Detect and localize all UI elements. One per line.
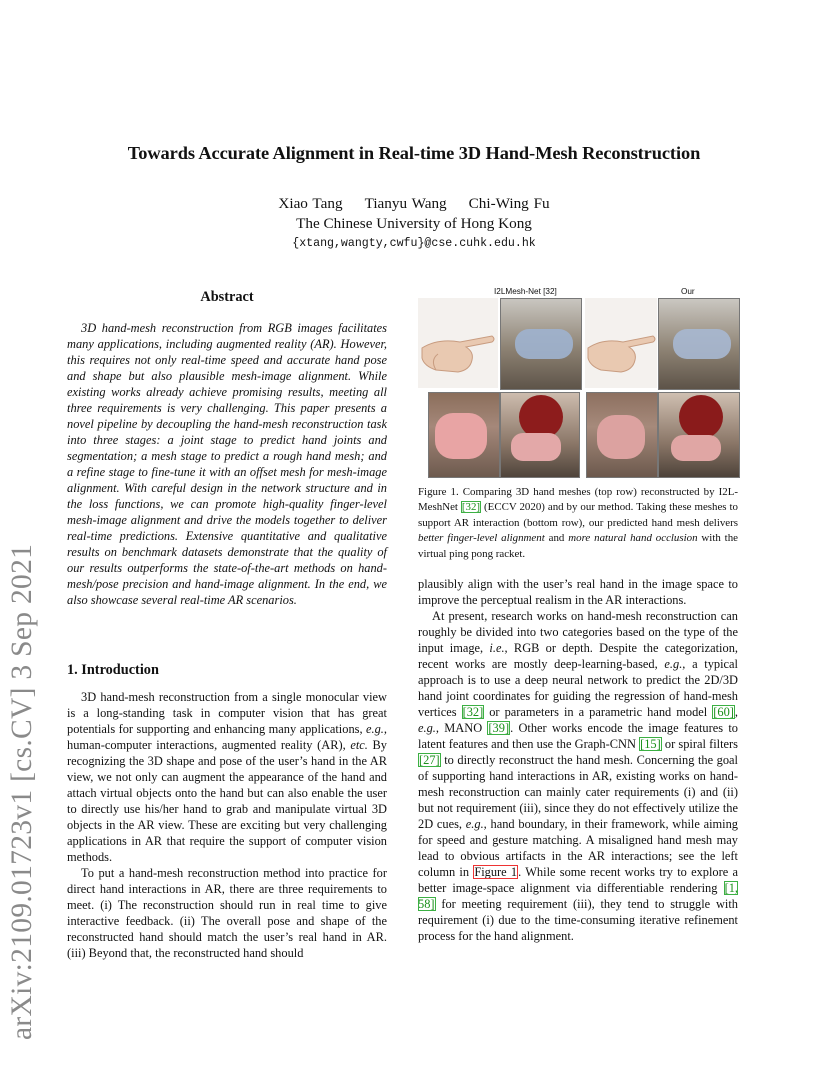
figure-panel-ar-left-2 [500, 392, 580, 478]
hand-mesh-icon [585, 298, 657, 388]
figure-panel-photo-right [658, 298, 740, 390]
right-paragraph-continued: plausibly align with the user’s real hand in the image space to improve the perceptual realism in the AR interactions. [418, 577, 738, 607]
figure-panel-ar-left-1 [428, 392, 500, 478]
citation-link[interactable]: [1, 58] [418, 881, 738, 911]
citation-link[interactable]: [15] [640, 737, 661, 751]
figure-label-left: I2LMesh-Net [32] [494, 287, 557, 296]
figure-panel-photo-left [500, 298, 582, 390]
arxiv-side-stamp: arXiv:2109.01723v1 [cs.CV] 3 Sep 2021 [6, 543, 38, 1040]
citation-link[interactable]: [39] [488, 721, 510, 735]
citation-link[interactable]: [32] [462, 705, 484, 719]
citation-link[interactable]: [32] [461, 501, 481, 514]
figure-reference-link[interactable]: Figure 1 [474, 865, 518, 879]
paper-title: Towards Accurate Alignment in Real-time 3D Hand-Mesh Reconstruction [127, 143, 701, 163]
citation-link[interactable]: [60] [713, 705, 734, 719]
author-list [0, 195, 828, 213]
author-email[interactable]: {xtang,wangty,cwfu}@cse.cuhk.edu.hk [292, 237, 536, 250]
figure-panel-ar-right-2 [658, 392, 740, 478]
figure-panel-hand-mesh-left [418, 298, 498, 388]
introduction-body [67, 689, 387, 961]
right-paragraph-1: At present, research works on hand-mesh reconstruction can roughly be divided into two categories based on the type of the input image, i.e., RGB or depth. Despite the categorization, recent works are mostly deep-learning-based, e.g., a typical approach is to use a deep neural network to predict the 2D/3D hand joint coordinates for guiding the regression of hand-mesh vertices [32] or parameters in a parametric hand model [60], e.g., MANO [39]. Other works encode the image features to latent features and then use the Graph-CNN [15] or spiral filters [27] to directly reconstruct the hand mesh. Concerning the goal of supporting hand interactions in AR, existing works on hand-mesh reconstruction can mainly cater requirements (i) and (ii) but not requirement (iii), since they do not effectively utilize the 2D cues, e.g., hand boundary, in their framework, while aiming for speed and gesture matching. A misaligned hand mesh may lead to obvious artifacts in the AR interactions; see the left column in Figure 1. While some recent works try to explore a better image-space alignment via differentiable rendering [1, 58] for meeting requirement (iii), they tend to struggle with requirement (i) due to the time-consuming iterative refinement process for the hand alignment. [418, 609, 739, 943]
intro-paragraph-2: To put a hand-mesh reconstruction method into practice for direct hand interactions in AR, there are three requirements to meet. (i) The reconstruction should run in real time to give interactive feedback. (ii) The overall pose and shape of the reconstructed hand should match the user’s real hand in AR. (iii) Beyond that, the reconstructed hand should [67, 866, 387, 960]
figure-panel-hand-mesh-right [585, 298, 657, 388]
citation-link[interactable]: [27] [419, 753, 440, 767]
abstract-text: 3D hand-mesh reconstruction from RGB images facilitates many applications, including augmented reality (AR). However, this requires not only real-time speed and accurate hand pose and shape but also plausible mesh-image alignment. While existing works already achieve promising results, meeting all three requirements is very challenging. This paper presents a novel pipeline by decoupling the hand-mesh reconstruction task into three stages: a joint stage to predict hand joints and segmentation; a mesh stage to predict a rough hand mesh; and a refine stage to fine-tune it with an offset mesh for mesh-image alignment. With careful design in the network structure and in the loss functions, we can promote high-quality finger-level mesh-image alignment and drive the models together to deliver real-time predictions. Extensive quantitative and qualitative results on benchmark datasets demonstrate that the quality of our results outperforms the state-of-the-art methods on hand-mesh/pose precision and hand-image alignment. In the end, we also showcase several real-time AR scenarios. [67, 321, 387, 607]
figure-panel-ar-right-1 [586, 392, 658, 478]
section-heading-introduction: 1. Introduction [67, 662, 159, 678]
abstract-heading: Abstract [200, 289, 254, 305]
intro-paragraph-1: 3D hand-mesh reconstruction from a single monocular view is a long-standing task in computer vision that has great potentials for supporting and enhancing many applications, e.g., human-computer interactions, augmented reality (AR), etc. By recognizing the 3D shape and pose of the user’s hand in the AR view, we not only can augment the appearance of the hand and attach virtual objects onto the hand but can also enable the user to directly use his/her hand to grab and manipulate virtual 3D objects in the AR view. These are exciting but very challenging applications in AR that require the support of computer vision methods. [67, 690, 387, 864]
hand-mesh-icon [418, 298, 498, 388]
author-name: Tianyu Wang [364, 195, 447, 212]
author-name: Chi-Wing Fu [468, 195, 550, 212]
abstract-body [67, 320, 387, 608]
figure-caption: Figure 1. Comparing 3D hand meshes (top row) reconstructed by I2L-MeshNet [32] (ECCV 2020) and by our method. Taking these meshes to support AR interaction (bottom row), our predicted hand mesh delivers better finger-level alignment and more natural hand occlusion with the virtual ping pong racket. [418, 486, 738, 560]
affiliation: The Chinese University of Hong Kong [296, 215, 532, 232]
figure-label-right: Our [681, 287, 695, 296]
author-name: Xiao Tang [278, 195, 343, 212]
right-column-body [418, 576, 738, 944]
